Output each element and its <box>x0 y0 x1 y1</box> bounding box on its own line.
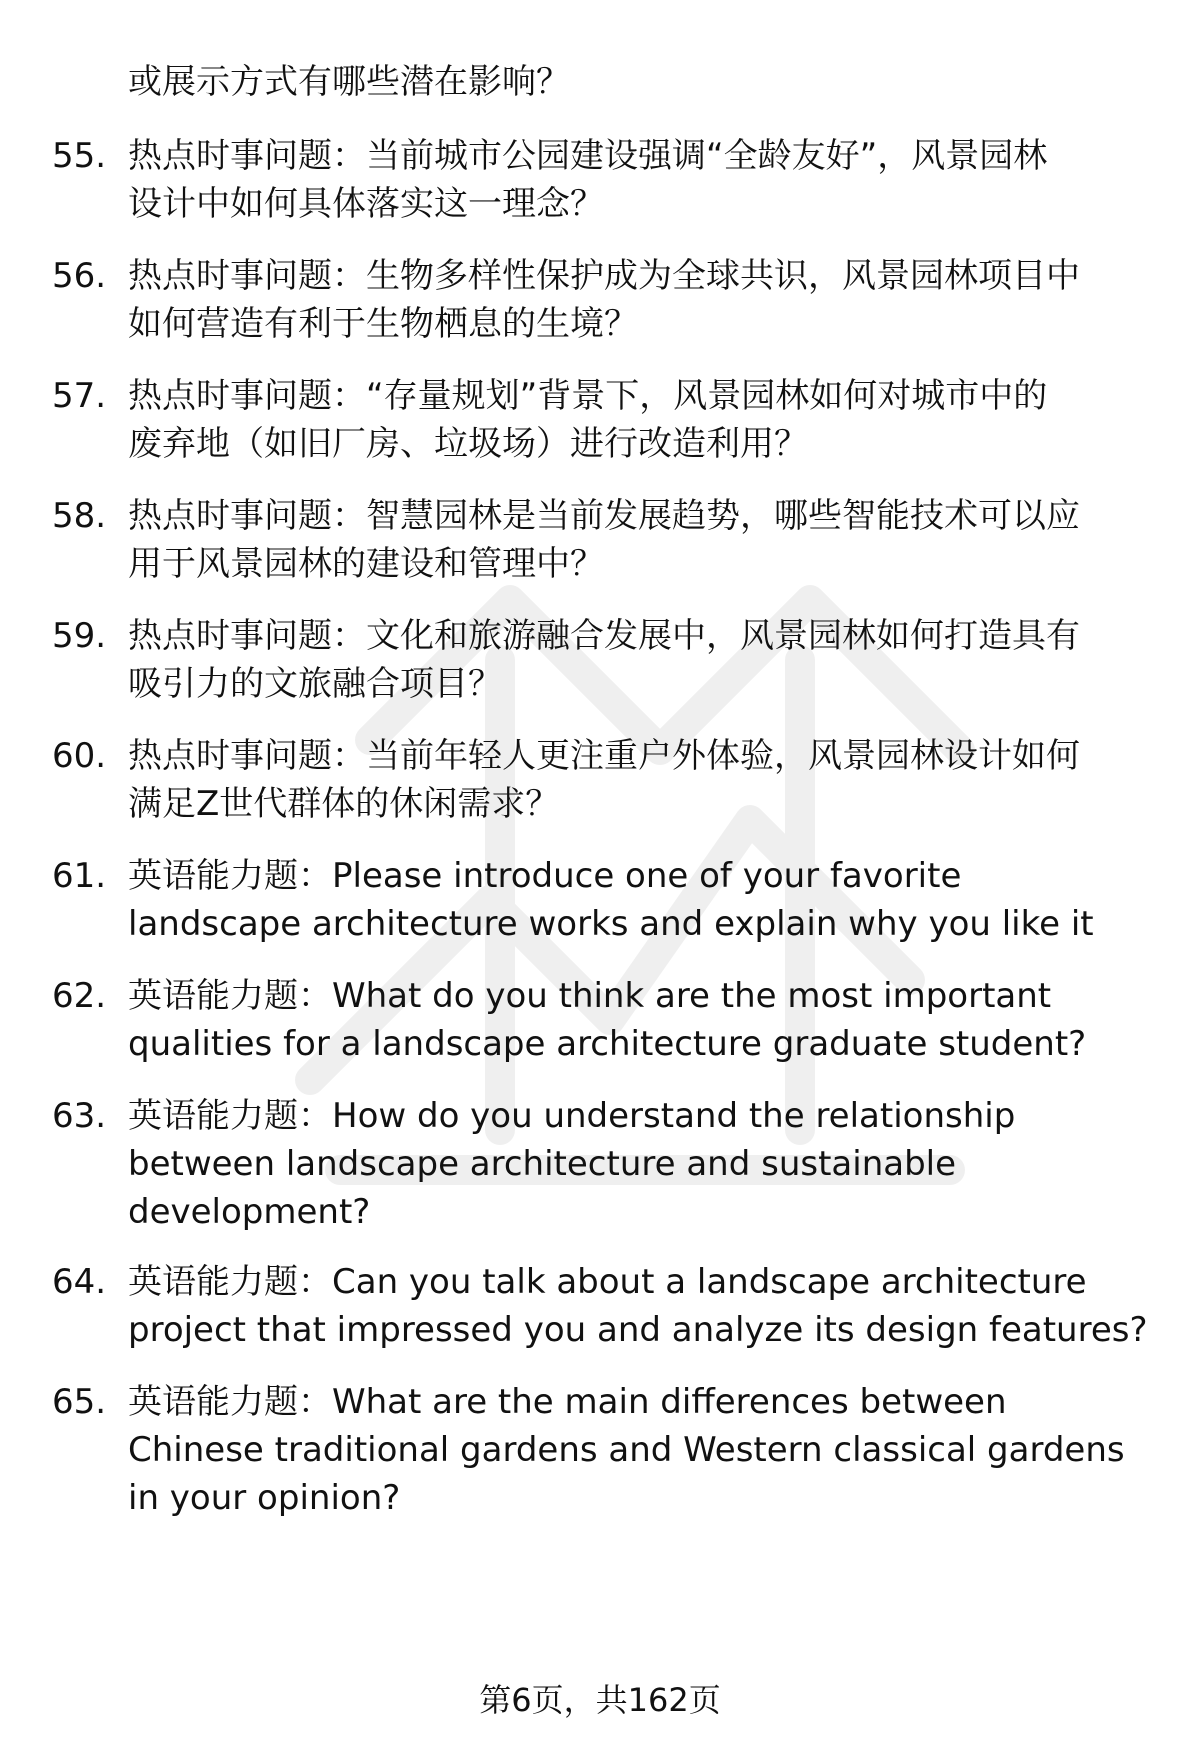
question-number: 60. <box>52 736 107 776</box>
question-line: 英语能力题：Can you talk about a landscape architecture <box>128 1262 1087 1302</box>
question-item <box>52 1258 1162 1354</box>
question-item <box>52 1378 1162 1522</box>
question-item <box>52 252 1162 348</box>
question-text <box>128 132 1162 228</box>
question-number: 57. <box>52 376 107 416</box>
question-text <box>128 972 1162 1068</box>
question-line: 满足Z世代群体的休闲需求？ <box>128 784 560 824</box>
question-item <box>52 492 1162 588</box>
question-item <box>52 132 1162 228</box>
question-number: 64. <box>52 1262 107 1302</box>
question-number: 59. <box>52 616 107 656</box>
question-text <box>128 372 1162 468</box>
question-text <box>128 1378 1162 1522</box>
question-item <box>52 1092 1162 1236</box>
question-text <box>128 492 1162 588</box>
question-text <box>128 612 1162 708</box>
question-line: 英语能力题：What do you think are the most important <box>128 976 1052 1016</box>
question-line: 热点时事问题：智慧园林是当前发展趋势，哪些智能技术可以应 <box>128 496 1080 536</box>
question-line: 热点时事问题：文化和旅游融合发展中，风景园林如何打造具有 <box>128 616 1080 656</box>
question-number: 63. <box>52 1096 107 1136</box>
question-number: 55. <box>52 136 107 176</box>
question-line: 如何营造有利于生物栖息的生境？ <box>128 304 638 344</box>
question-item <box>52 972 1162 1068</box>
question-number: 62. <box>52 976 107 1016</box>
question-text <box>128 252 1162 348</box>
question-line: development? <box>128 1192 371 1232</box>
question-number: 65. <box>52 1382 107 1422</box>
question-number: 56. <box>52 256 107 296</box>
question-text <box>128 852 1162 948</box>
page-footer: 第6页，共162页 <box>479 1681 721 1719</box>
question-line: 热点时事问题：“存量规划”背景下，风景园林如何对城市中的 <box>128 376 1048 416</box>
question-line: 英语能力题：How do you understand the relationship <box>128 1096 1016 1136</box>
question-line: qualities for a landscape architecture graduate student? <box>128 1024 1087 1064</box>
question-text <box>128 1092 1162 1236</box>
question-line: 用于风景园林的建设和管理中？ <box>128 544 604 584</box>
question-line: Chinese traditional gardens and Western classical gardens <box>128 1430 1125 1470</box>
question-line: project that impressed you and analyze its design features? <box>128 1310 1148 1350</box>
question-item <box>52 732 1162 828</box>
question-line: 英语能力题：Please introduce one of your favorite <box>128 856 962 896</box>
question-item <box>52 852 1162 948</box>
question-number: 61. <box>52 856 107 896</box>
continuation-line: 或展示方式有哪些潜在影响？ <box>128 62 570 102</box>
question-item <box>52 612 1162 708</box>
question-item <box>52 372 1162 468</box>
question-line: between landscape architecture and sustainable <box>128 1144 957 1184</box>
question-line: 废弃地（如旧厂房、垃圾场）进行改造利用？ <box>128 424 808 464</box>
question-text <box>128 732 1162 828</box>
question-line: in your opinion? <box>128 1478 401 1518</box>
question-line: landscape architecture works and explain why you like it <box>128 904 1094 944</box>
question-number: 58. <box>52 496 107 536</box>
question-line: 热点时事问题：生物多样性保护成为全球共识，风景园林项目中 <box>128 256 1080 296</box>
question-line: 设计中如何具体落实这一理念？ <box>128 184 604 224</box>
question-line: 英语能力题：What are the main differences between <box>128 1382 1007 1422</box>
question-text <box>128 1258 1162 1354</box>
question-line: 吸引力的文旅融合项目？ <box>128 664 502 704</box>
question-line: 热点时事问题：当前城市公园建设强调“全龄友好”，风景园林 <box>128 136 1048 176</box>
question-line: 热点时事问题：当前年轻人更注重户外体验，风景园林设计如何 <box>128 736 1080 776</box>
